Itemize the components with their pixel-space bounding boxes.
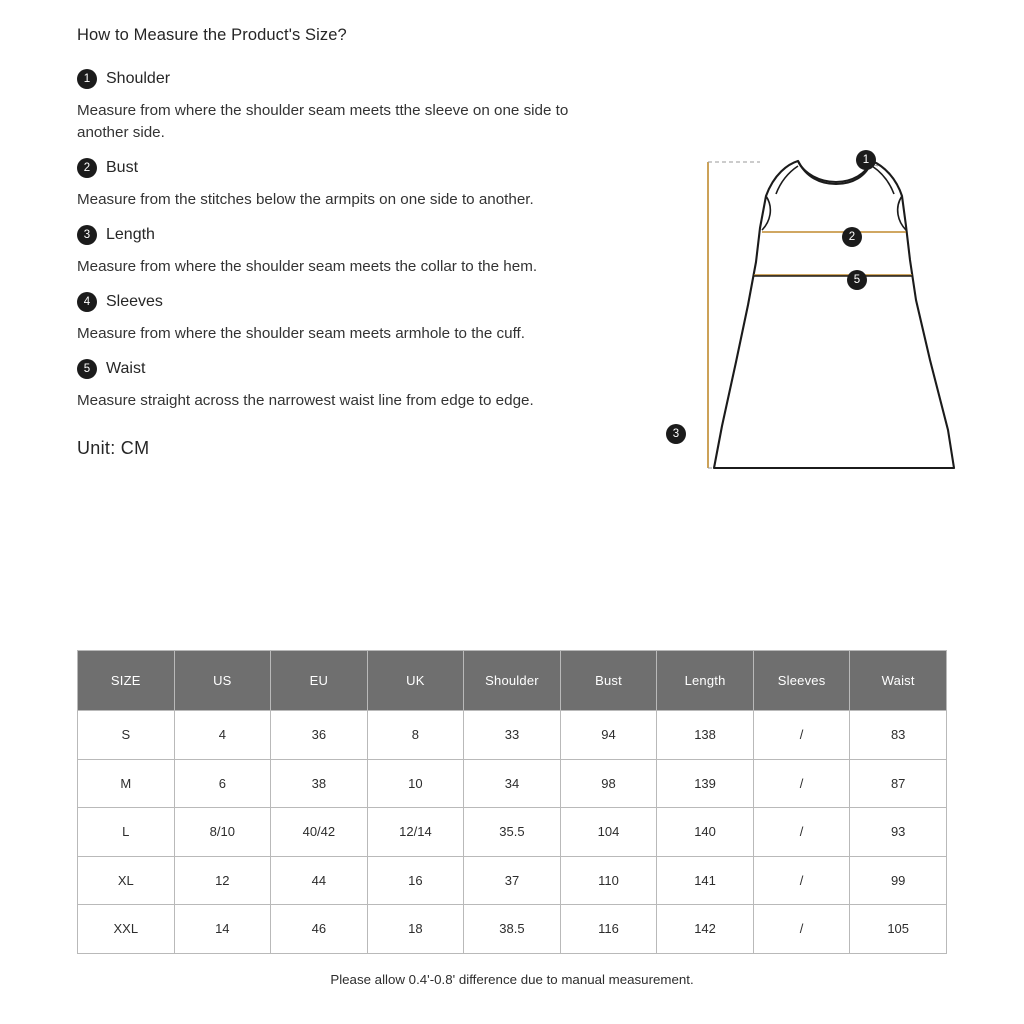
table-cell: / [753,905,850,954]
table-cell: 12/14 [367,808,464,857]
table-cell: 8 [367,711,464,760]
measurement-description: Measure straight across the narrowest waist line from edge to edge. [77,392,534,410]
table-header-cell: Length [657,651,754,711]
measurement-item-length [77,225,677,278]
step-badge-4: 4 [77,292,97,312]
table-header-cell: Sleeves [753,651,850,711]
table-cell: 37 [464,856,561,905]
measurement-description: Measure from where the shoulder seam meets tthe sleeve on one side to another side. [77,102,569,142]
table-cell: 34 [464,759,561,808]
table-cell: 10 [367,759,464,808]
table-cell: 99 [850,856,947,905]
size-table [77,650,947,954]
step-badge-3: 3 [77,225,97,245]
table-cell: 83 [850,711,947,760]
measurement-name: Sleeves [106,293,163,311]
measurement-item-bust [77,158,677,211]
table-cell: 4 [174,711,271,760]
measurement-name: Shoulder [106,70,171,87]
table-cell: 8/10 [174,808,271,857]
table-cell: 16 [367,856,464,905]
table-cell: 104 [560,808,657,857]
table-cell: 36 [271,711,368,760]
size-chart [77,650,947,987]
callout-badge-5: 5 [847,270,867,290]
table-cell: 98 [560,759,657,808]
table-row [78,711,947,760]
measurement-instructions [77,26,677,459]
table-cell: 14 [174,905,271,954]
table-cell: 44 [271,856,368,905]
table-row [78,905,947,954]
table-cell: 142 [657,905,754,954]
table-cell: 141 [657,856,754,905]
table-cell: 140 [657,808,754,857]
table-cell: 105 [850,905,947,954]
measurement-header [77,69,677,89]
table-cell: 46 [271,905,368,954]
table-header-cell: Waist [850,651,947,711]
table-cell: 94 [560,711,657,760]
table-cell: 138 [657,711,754,760]
table-cell: 139 [657,759,754,808]
measurement-item-shoulder [77,69,677,144]
step-badge-2: 2 [77,158,97,178]
table-row [78,759,947,808]
table-cell: / [753,711,850,760]
table-cell: / [753,856,850,905]
table-header-cell: SIZE [78,651,175,711]
measurement-description: Measure from the stitches below the armpits on one side to another. [77,191,534,209]
measurement-description: Measure from where the shoulder seam meets armhole to the cuff. [77,325,525,343]
dress-outline-svg [648,130,988,500]
table-row [78,808,947,857]
table-cell: 35.5 [464,808,561,857]
table-cell: 40/42 [271,808,368,857]
dress-silhouette [714,161,954,468]
table-cell: / [753,808,850,857]
measurement-header [77,225,677,245]
measurement-name: Length [106,226,155,244]
unit-label: Unit: CM [77,438,150,459]
callout-badge-1: 1 [856,150,876,170]
table-cell: 38.5 [464,905,561,954]
measurement-header [77,292,677,312]
measurement-header [77,359,677,379]
table-cell: 38 [271,759,368,808]
measurement-item-waist [77,359,677,412]
table-cell: L [78,808,175,857]
table-cell: 18 [367,905,464,954]
step-badge-5: 5 [77,359,97,379]
table-cell: 33 [464,711,561,760]
measurement-footnote: Please allow 0.4'-0.8' difference due to manual measurement. [330,972,694,987]
table-header-cell: Shoulder [464,651,561,711]
measurement-name: Waist [106,360,146,378]
callout-badge-2: 2 [842,227,862,247]
page-title: How to Measure the Product's Size? [77,26,347,44]
measurement-name: Bust [106,159,139,177]
table-header-row [78,651,947,711]
table-header-cell: EU [271,651,368,711]
table-cell: 110 [560,856,657,905]
table-header-cell: US [174,651,271,711]
dress-diagram [648,130,988,500]
table-cell: 87 [850,759,947,808]
measurement-item-sleeves [77,292,677,345]
table-cell: XXL [78,905,175,954]
table-cell: S [78,711,175,760]
step-badge-1: 1 [77,69,97,89]
measurement-header [77,158,677,178]
table-cell: 12 [174,856,271,905]
measurement-description: Measure from where the shoulder seam meets the collar to the hem. [77,258,538,276]
table-header-cell: UK [367,651,464,711]
table-cell: XL [78,856,175,905]
table-cell: M [78,759,175,808]
table-cell: 93 [850,808,947,857]
table-cell: 116 [560,905,657,954]
table-cell: / [753,759,850,808]
table-cell: 6 [174,759,271,808]
callout-badge-3: 3 [666,424,686,444]
table-header-cell: Bust [560,651,657,711]
table-row [78,856,947,905]
